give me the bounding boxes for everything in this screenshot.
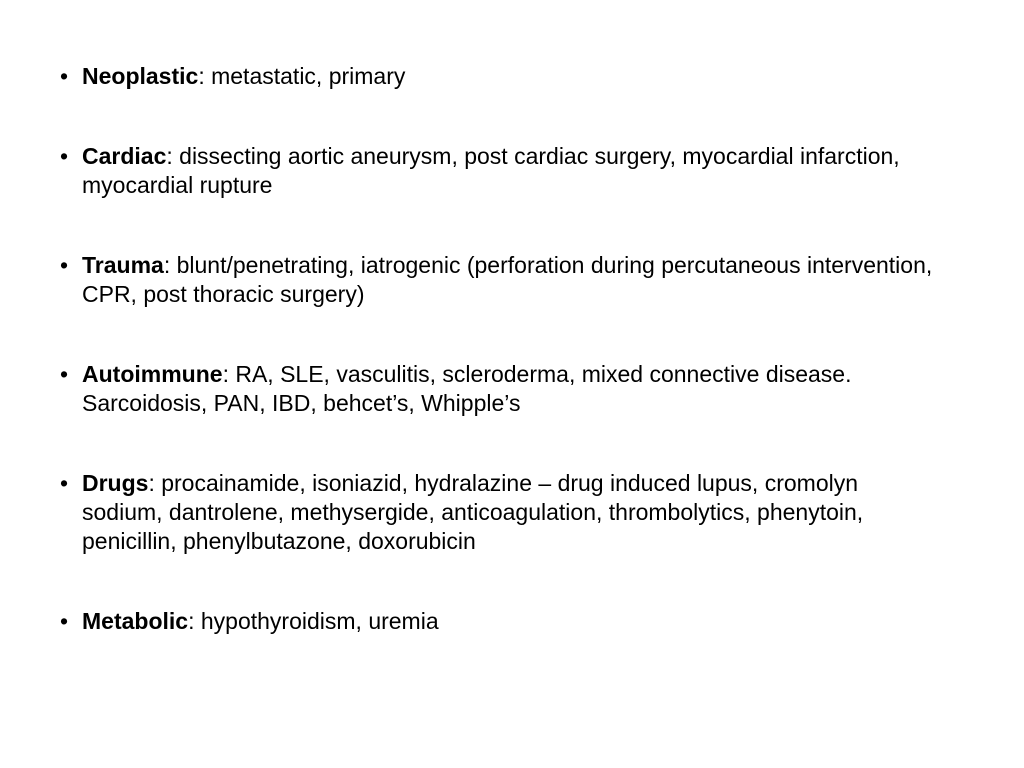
bullet-text: procainamide, isoniazid, hydralazine – drug induced lupus, cromolyn sodium, dantrolene, methysergide, anticoagulation, thrombolytics, phenytoin, penicillin, phenylbutazone, doxorubicin: [82, 470, 864, 554]
bullet-text: metastatic, primary: [211, 63, 406, 89]
bullet-item-metabolic: [60, 607, 602, 636]
bullet-item-autoimmune: [60, 360, 902, 418]
bullet-separator: :: [222, 361, 236, 387]
bullet-term: Neoplastic: [82, 63, 199, 89]
bullet-term: Metabolic: [82, 608, 189, 634]
bullet-separator: :: [188, 608, 201, 634]
bullet-item-trauma: [60, 251, 982, 309]
bullet-term: Drugs: [82, 470, 149, 496]
bullet-text: RA, SLE, vasculitis, scleroderma, mixed connective disease. Sarcoidosis, PAN, IBD, behcet’s, Whipple’s: [82, 361, 852, 416]
bullet-term: Cardiac: [82, 143, 167, 169]
bullet-term: Trauma: [82, 252, 164, 278]
bullet-dot-icon: •: [60, 63, 69, 89]
bullet-separator: :: [198, 63, 212, 89]
bullet-text: dissecting aortic aneurysm, post cardiac surgery, myocardial infarction, myocardial rupture: [82, 143, 900, 198]
bullet-dot-icon: •: [60, 361, 69, 387]
bullet-item-drugs: [60, 469, 922, 556]
bullet-dot-icon: •: [60, 470, 69, 496]
bullet-dot-icon: •: [60, 252, 69, 278]
bullet-separator: :: [148, 470, 162, 496]
bullet-separator: :: [163, 252, 177, 278]
bullet-item-cardiac: [60, 142, 942, 200]
bullet-list: [60, 62, 960, 636]
bullet-separator: :: [166, 143, 180, 169]
bullet-text: blunt/penetrating, iatrogenic (perforation during percutaneous intervention, CPR, post thoracic surgery): [82, 252, 933, 307]
bullet-item-neoplastic: [60, 62, 502, 91]
bullet-text: hypothyroidism, uremia: [200, 608, 439, 634]
bullet-term: Autoimmune: [82, 361, 223, 387]
bullet-dot-icon: •: [60, 608, 69, 634]
bullet-dot-icon: •: [60, 143, 69, 169]
